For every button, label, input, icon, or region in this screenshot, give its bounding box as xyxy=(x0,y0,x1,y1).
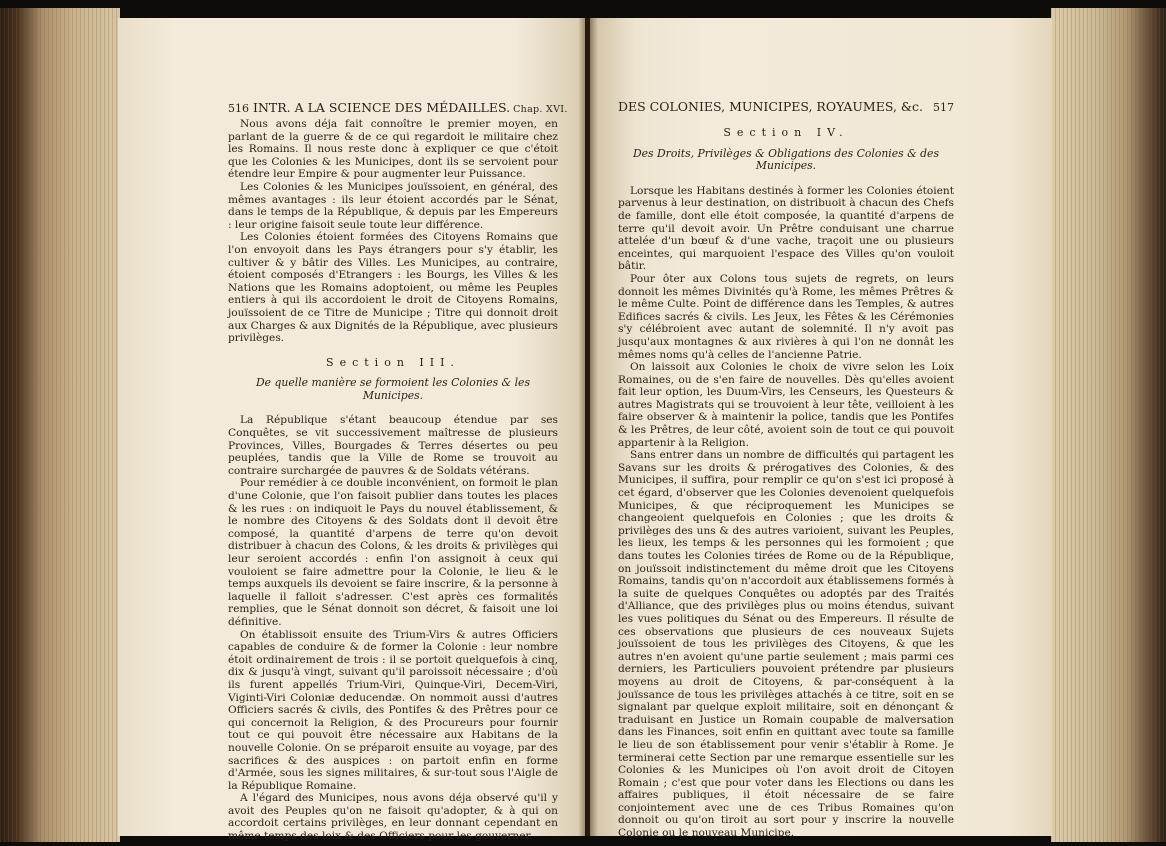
paragraph: A l'égard des Municipes, nous avons déja observé qu'il y avoit des Peuples qu'on ne faisoit qu'adopter, & à qui on accordoit certains privilèges, en leur donnant cependant en même temps des loix & des Officiers pour les gouverner. xyxy=(228,792,558,843)
right-running-head: DES COLONIES, MUNICIPES, ROYAUMES, &c. xyxy=(618,99,924,114)
right-page-number: 517 xyxy=(933,101,955,114)
paragraph: Nous avons déja fait connoître le premier moyen, en parlant de la guerre & de ce qui regardoit le militaire chez les Romains. Il nous reste donc à expliquer ce que c'étoit que les Colonies & les Municipes, dont ils se servoient pour étendre leur Empire & pour augmenter leur Puissance. xyxy=(228,118,558,181)
paragraph: Les Colonies étoient formées des Citoyens Romains que l'on envoyoit dans les Pays étrangers pour s'y établir, les cultiver & y bâtir des Villes. Les Municipes, au contraire, étoient composés d'Etrangers : les Bourgs, les Villes & les Nations que les Romains adoptoient, ou même les Peuples entiers à qui ils accordoient le droit de Citoyens Romains, jouïssoient de ce Titre de Municipe ; Titre qui donnoit droit aux Charges & aux Dignités de la République, avec plusieurs privilèges. xyxy=(228,231,558,345)
paragraph: On établissoit ensuite des Trium-Virs & autres Officiers capables de conduire & de former la Colonie : leur nombre étoit ordinairement de trois : il se portoit quelquefois à cinq, dix & jusqu'à vingt, suivant qu'il paroissoit nécessaire ; d'où ils furent appellés Trium-Viri, Quinque-Viri, Decem-Viri, Viginti-Viri Coloniæ deducendæ. On nommoit aussi d'autres Officiers sacrés & civils, des Pontifes & des Prêtres pour ce qui concernoit la Religion, & des Procureurs pour fournir tout ce qui pouvoit être nécessaire aux Habitans de la nouvelle Colonie. On se préparoit ensuite au voyage, par des sacrifices & des auspices : on partoit enfin en forme d'Armée, sous les signes militaires, & sur-tout sous l'Aigle de la République Romaine. xyxy=(228,628,558,792)
paragraph: Les Colonies & les Municipes jouïssoient, en général, des mêmes avantages : ils leur étoient accordés par le Sénat, dans le temps de la République, & depuis par les Empereurs : leur origine faisoit seule toute leur différence. xyxy=(228,180,558,231)
section-heading: Section III. xyxy=(326,355,460,369)
right-running-header xyxy=(618,100,954,115)
book-gutter xyxy=(578,18,598,836)
right-page-edges xyxy=(1051,8,1166,842)
paragraph: Pour remédier à ce double inconvénient, on formoit le plan d'une Colonie, que l'on faisoit publier dans toutes les places & les rues : on indiquoit le Pays du nouvel établissement, & le nombre des Citoyens & des Soldats dont il devoit être composé, la quantité d'arpens de terre qu'on devoit distribuer à chacun des Colons, & les droits & privilèges qui leur seroient accordés : enfin l'on assignoit à ceux qui vouloient se faire admettre pour la Colonie, le lieu & le temps auxquels ils devoient se faire inscrire, & la personne à laquelle il falloit s'adresser. C'est après ces formalités remplies, que le Sénat donnoit son décret, & faisoit une loi définitive. xyxy=(228,477,558,628)
paragraph: On laissoit aux Colonies le choix de vivre selon les Loix Romaines, ou de s'en faire de nouvelles. Dès qu'elles avoient fait leur option, les Duum-Virs, les Censeurs, les Questeurs & autres Magistrats qui se trouvoient à leur tête, veilloient à les faire observer & à maintenir la police, tandis que les Pontifes & les Prêtres, de leur côté, avoient soin de tout ce qui pouvoit appartenir à la Religion. xyxy=(618,361,954,449)
section-title: Des Droits, Privilèges & Obligations des Colonies & des Municipes. xyxy=(632,146,939,173)
paragraph: Pour ôter aux Colons tous sujets de regrets, on leurs donnoit les mêmes Divinités qu'à Rome, les mêmes Prêtres & le même Culte. Point de différence dans les Temples, & autres Edifices sacrés & civils. Les Jeux, les Fêtes & les Cérémonies s'y célébroient avec autant de solemnité. Il n'y avoit pas jusqu'aux montagnes & aux rivières à qui l'on ne donnât les mêmes noms qu'à celles de l'ancienne Patrie. xyxy=(618,272,954,361)
left-running-header xyxy=(228,100,568,117)
left-page-text xyxy=(228,100,568,843)
paragraph: La République s'étant beaucoup étendue par ses Conquêtes, se vit successivement maîtresse de plusieurs Provinces, Villes, Bourgades & Terres désertes ou peu peuplées, tandis que la Ville de Rome se trouvoit au contraire surchargée de pauvres & de Soldats vétérans. xyxy=(228,414,558,477)
paragraph: Lorsque les Habitans destinés à former les Colonies étoient parvenus à leur destination, on distribuoit à chacun des Chefs de famille, dont elle étoit composée, la quantité d'arpens de terre qu'il devoit avoir. Un Prêtre conduisant une charrue attelée d'un bœuf & d'une vache, traçoit une ou plusieurs enceintes, qui marquoient l'espace des Villes qu'on vouloit bâtir. xyxy=(618,184,954,273)
right-page-text xyxy=(618,100,954,840)
chapter-label: Chap. XVI. xyxy=(513,104,568,115)
left-page xyxy=(118,18,585,843)
left-page-number: 516 xyxy=(228,102,249,115)
left-page-edges xyxy=(0,8,120,842)
right-page xyxy=(590,18,1052,840)
left-running-head: INTR. A LA SCIENCE DES MÉDAILLES. xyxy=(253,100,511,115)
section-title: De quelle manière se formoient les Colonies & les Municipes. xyxy=(256,376,530,402)
section-heading: Section IV. xyxy=(723,126,849,139)
paragraph: Sans entrer dans un nombre de difficultés qui partagent les Savans sur les droits & prérogatives des Colonies, & des Municipes, il suffira, pour remplir ce qu'on s'est ici proposé à cet égard, d'observer que les Colonies devenoient quelquefois Municipes, & que réciproquement les Municipes se changeoient quelquefois en Colonies ; que les droits & privilèges des uns & des autres varioient, suivant les Peuples, les lieux, les temps & les personnes qui les formoient ; que dans toutes les Colonies tirées de Rome ou de la République, on jouïssoit indistinctement du même droit que les Citoyens Romains, tandis qu'on n'accordoit aux établissemens formés à la suite de quelques Conquêtes ou adoptés par des Traités d'Alliance, que des privilèges plus ou moins étendus, suivant les vues politiques du Sénat ou des Empereurs. Il résulte de ces observations que plusieurs de ces nouveaux Sujets jouïssoient de tous les privilèges des Citoyens, & que les autres n'en avoient qu'une partie seulement ; mais parmi ces derniers, les Particuliers pouvoient prétendre par plusieurs moyens au droit de Citoyens, & par-conséquent à la jouïssance de tous les privilèges attachés à ce titre, soit en se signalant par quelque exploit militaire, soit en dénonçant & traduisant en Justice un Romain coupable de malversation dans les Finances, soit enfin en quittant avec toute sa famille le lieu de son établissement pour venir s'établir à Rome. Je terminerai cette Section par une remarque essentielle sur les Colonies & les Municipes où l'on avoit droit de Citoyen Romain ; c'est que pour voter dans les Elections ou dans les affaires publiques, il étoit nécessaire de se faire conjointement avec une de ces Tribus Romaines qu'on donnoit ou qu'on tiroit au sort pour y inscrire la nouvelle Colonie ou le nouveau Municipe. xyxy=(618,449,954,840)
